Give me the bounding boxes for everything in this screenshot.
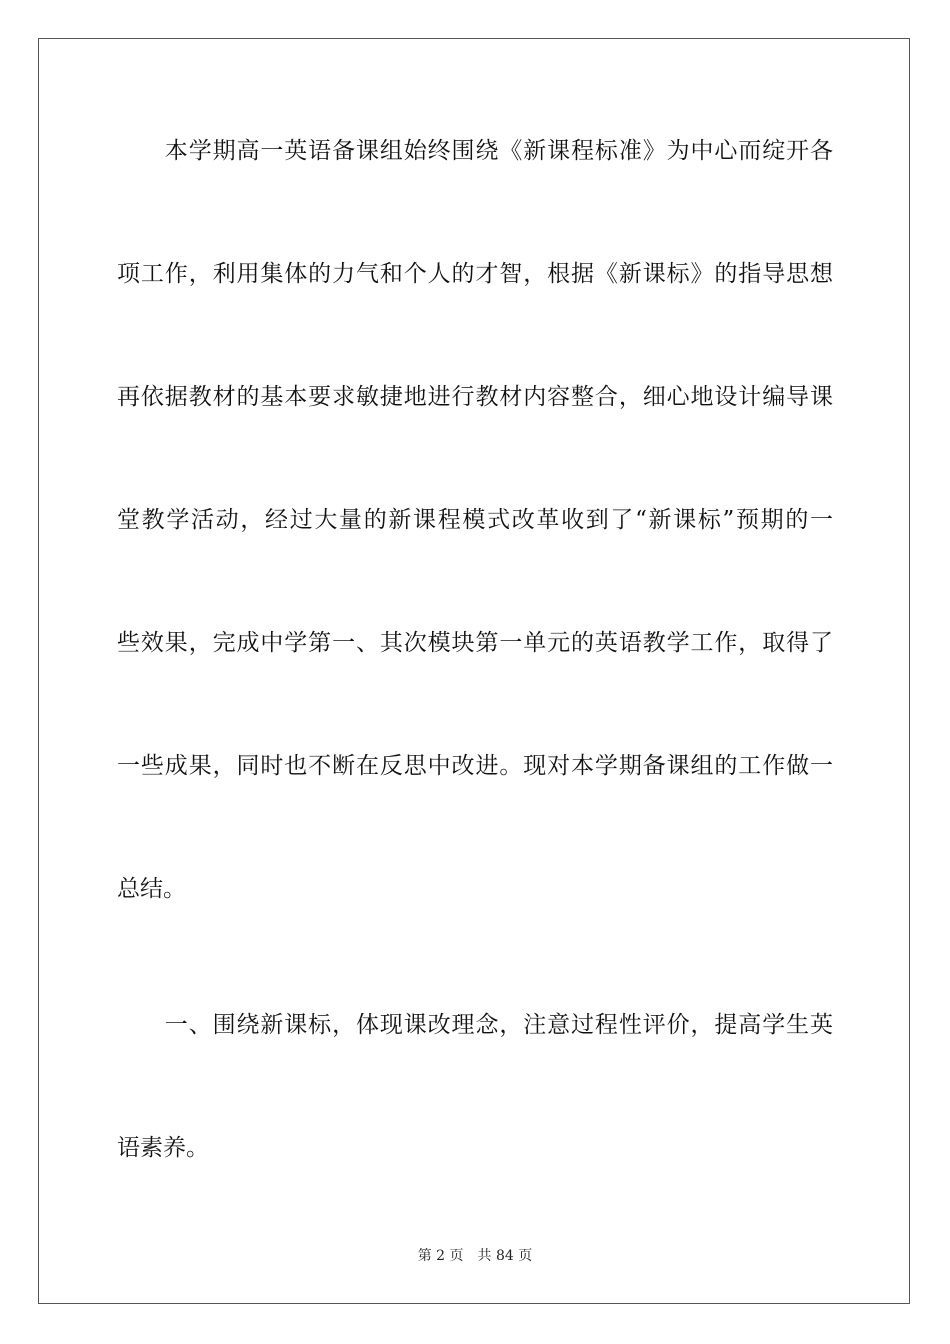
- text-line-4: 堂教学活动，经过大量的新课程模式改革收到了“新课标”预期的一: [117, 507, 833, 533]
- text-line-6: 一些成果，同时也不断在反思中改进。现对本学期备课组的工作做一: [117, 753, 833, 779]
- page-number-footer: 第 2 页 共 84 页: [417, 1248, 533, 1264]
- text-line-1: 本学期高一英语备课组始终围绕《新课程标准》为中心而绽开各: [117, 138, 833, 164]
- page-border: [38, 38, 910, 1304]
- text-line-9: 语素养。: [117, 1135, 209, 1161]
- text-line-5: 些效果，完成中学第一、其次模块第一单元的英语教学工作，取得了: [117, 630, 833, 656]
- text-line-8: 一、围绕新课标，体现课改理念，注意过程性评价，提高学生英: [117, 1012, 833, 1038]
- text-line-3: 再依据教材的基本要求敏捷地进行教材内容整合，细心地设计编导课: [117, 384, 833, 410]
- text-line-2: 项工作，利用集体的力气和个人的才智，根据《新课标》的指导思想: [117, 261, 833, 287]
- text-line-7: 总结。: [117, 876, 186, 902]
